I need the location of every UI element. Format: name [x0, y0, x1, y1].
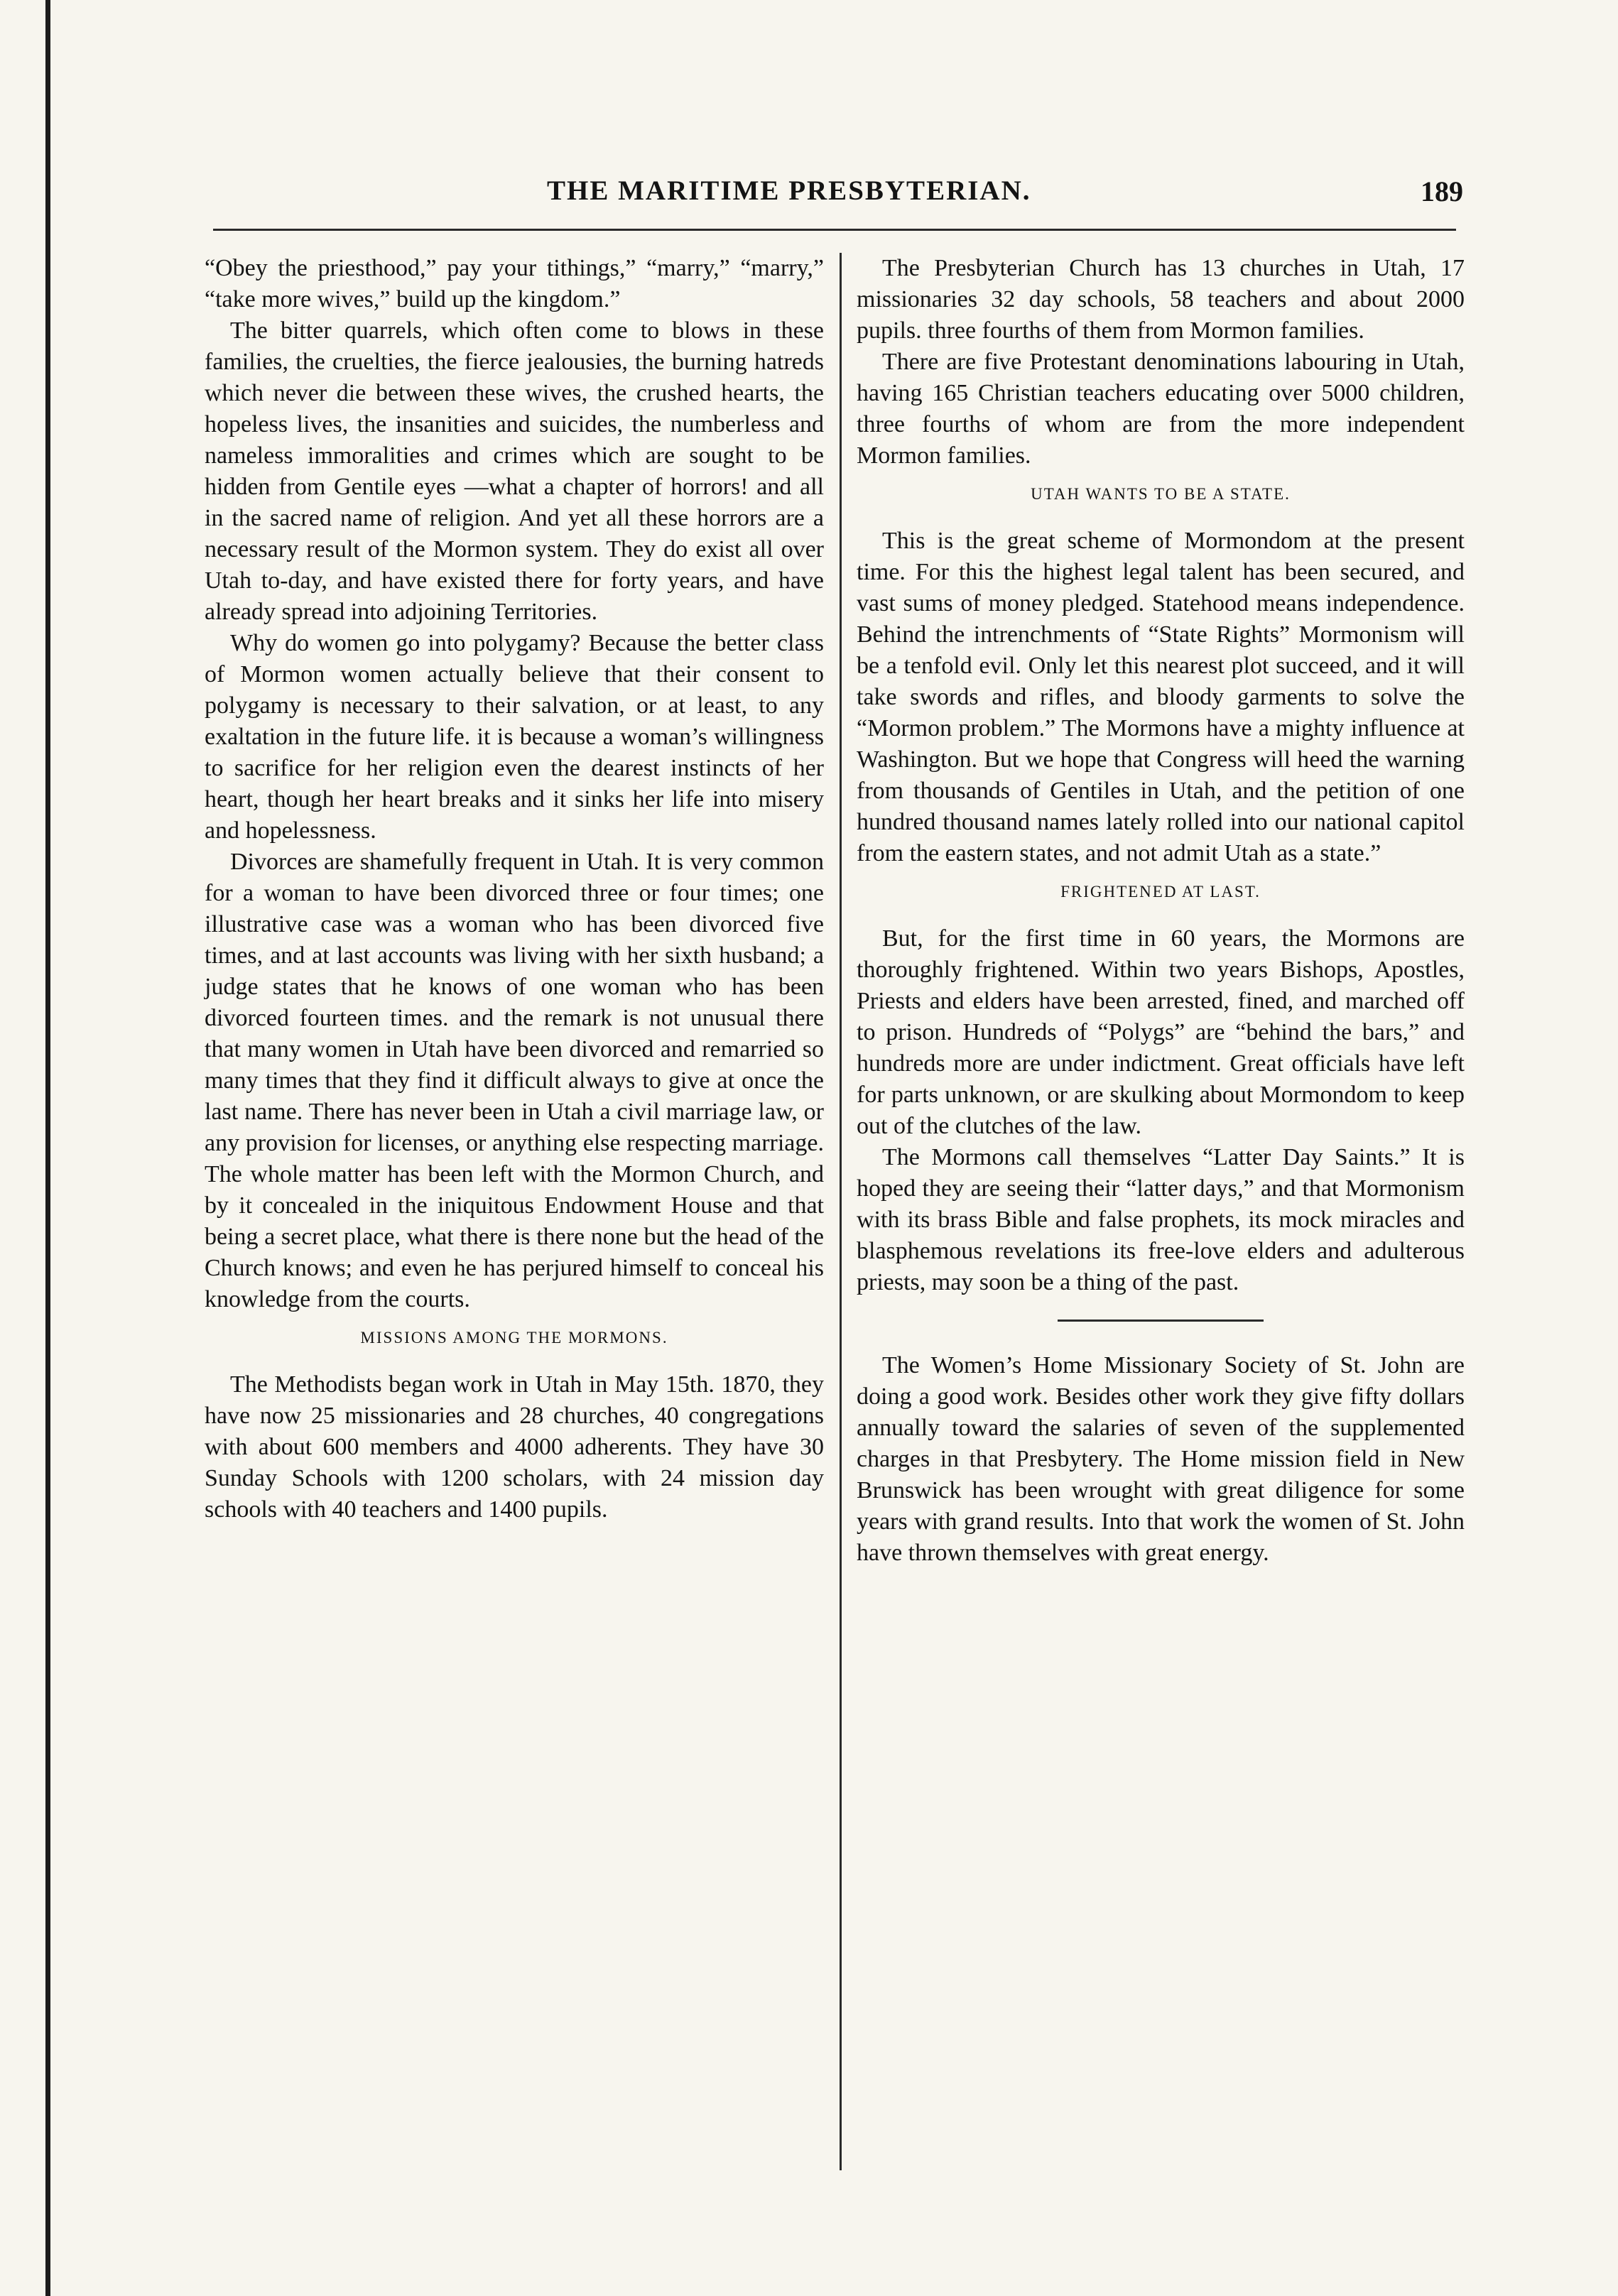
paragraph: But, for the first time in 60 years, the Mormons are thoroughly frightened. Within two years Bishops, Apostles, Priests and elders have been arrested, fined, and marched off to prison. Hundreds of “Polygs” are “behind the bars,” and hundreds more are under indictment. Great officials have left for parts unknown, or are skulking about Mormondom to keep out of the clutches of the law.: [857, 925, 1465, 1139]
paragraph: “Obey the priesthood,” pay your tithings,” “marry,” “marry,” “take more wives,” build up the kingdom.”: [205, 255, 824, 312]
page-number: 189: [1421, 175, 1463, 207]
section-heading-utah: UTAH WANTS TO BE A STATE.: [1031, 485, 1291, 503]
running-title: THE MARITIME PRESBYTERIAN.: [547, 175, 1031, 206]
header-rule: [213, 229, 1456, 231]
paragraph: The bitter quarrels, which often come to blows in these families, the cruelties, the fierce jealousies, the burning hatreds which never die between these wives, the crushed hearts, the hopeless lives, the insanities and suicides, the numberless and nameless immoralities and crimes which are sought to be hidden from Gentile eyes —what a chapter of horrors! and all in the sacred name of religion. And yet all these horrors are a necessary result of the Mormon system. They do exist all over Utah to-day, and have existed there for forty years, and have already spread into adjoining Territories.: [205, 317, 824, 625]
column-divider: [840, 253, 842, 2170]
right-column: [857, 253, 1465, 1569]
paragraph: The Methodists began work in Utah in May 15th. 1870, they have now 25 missionaries and 28 churches, 40 congregations with about 600 members and 4000 adherents. They have 30 Sunday Schools with 1200 scholars, with 24 mission day schools with 40 teachers and 1400 pupils.: [205, 1371, 824, 1523]
section-heading-missions: MISSIONS AMONG THE MORMONS.: [360, 1329, 668, 1346]
paragraph: The Women’s Home Missionary Society of St. John are doing a good work. Besides other work they give fifty dollars annually toward the salaries of seven of the supplemented charges in that Presbytery. The Home mission field in New Brunswick has been wrought with great diligence for some years with grand results. Into that work the women of St. John have thrown themselves with great energy.: [857, 1352, 1465, 1566]
page-header: [213, 175, 1463, 217]
paragraph: This is the great scheme of Mormondom at the present time. For this the highest legal talent has been secured, and vast sums of money pledged. Statehood means independence. Behind the intrenchments of “State Rights” Mormonism will be a tenfold evil. Only let this nearest plot succeed, and it will take swords and rifles, and bloody garments to solve the “Mormon problem.” The Mormons have a mighty influence at Washington. But we hope that Congress will heed the warning from thousands of Gentiles in Utah, and the petition of one hundred thousand names lately rolled into our national capitol from the eastern states, and not admit Utah as a state.”: [857, 528, 1465, 866]
binding-edge: [45, 0, 50, 2296]
paragraph: The Presbyterian Church has 13 churches in Utah, 17 missionaries 32 day schools, 58 teachers and about 2000 pupils. three fourths of them from Mormon families.: [857, 255, 1465, 344]
section-divider: [1058, 1320, 1264, 1322]
section-heading-frightened: FRIGHTENED AT LAST.: [1060, 883, 1261, 901]
paragraph: Divorces are shamefully frequent in Utah. It is very common for a woman to have been divorced three or four times; one illustrative case was a woman who has been divorced five times, and at last accounts was living with her sixth husband; a judge states that he knows of one woman who has been divorced fourteen times. and the remark is not unusual there that many women in Utah have been divorced and remarried so many times that they find it difficult always to give at once the last name. There has never been in Utah a civil marriage law, or any provision for licenses, or anything else respecting marriage. The whole matter has been left with the Mormon Church, and by it concealed in the iniquitous Endowment House and that being a secret place, what there is there none but the head of the Church knows; and even he has perjured himself to conceal his knowledge from the courts.: [205, 849, 824, 1312]
paragraph: The Mormons call themselves “Latter Day Saints.” It is hoped they are seeing their “latter days,” and that Mormonism with its brass Bible and false prophets, its mock miracles and blasphemous revelations its free-love elders and adulterous priests, may soon be a thing of the past.: [857, 1144, 1465, 1295]
paragraph: There are five Protestant denominations labouring in Utah, having 165 Christian teachers educating over 5000 children, three fourths of whom are from the more independent Mormon families.: [857, 349, 1465, 469]
left-column: [205, 253, 824, 1525]
paragraph: Why do women go into polygamy? Because the better class of Mormon women actually believe that their consent to polygamy is necessary to their salvation, or at least, to any exaltation in the future life. it is because a woman’s willingness to sacrifice for her religion even the dearest instincts of her heart, though her heart breaks and it sinks her life into misery and hopelessness.: [205, 630, 824, 844]
